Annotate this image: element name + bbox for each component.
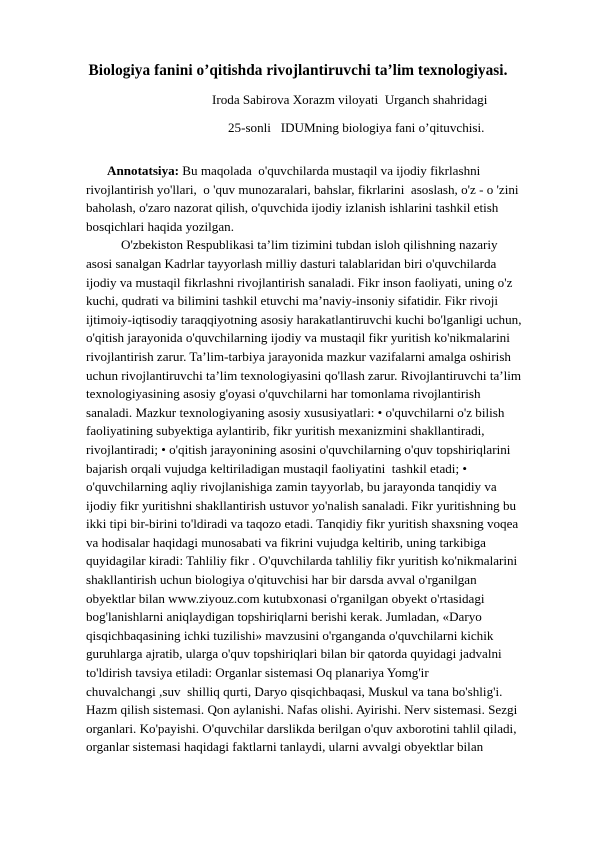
annotation-first-line [86, 162, 534, 181]
body-line: shakllantirish uchun biologiya o'qituvchisi har bir darsda avval o'rganilgan [86, 572, 477, 588]
body-line: ijodiy va mustaqil fikrlashni rivojlantirish sanaladi. Fikr inson faoliyati, uning o'z [86, 274, 513, 290]
school-line: 25-sonli IDUMning biologiya fani o’qituvchisi. [228, 120, 485, 135]
annotation-line: baholash, o'zaro nazorat qilish, o'quvchida ijodiy izlanish ishlarini tashkil etish [86, 200, 499, 216]
body-line: va hodisalar haqidagi munosabati va fikrini vujudga keltirib, uning tarkibiga [86, 534, 486, 550]
main-paragraph [86, 236, 534, 757]
body-line: obyektlar bilan www.ziyouz.com kutubxonasi o'rganilgan obyekt o'rtasidagi [86, 590, 485, 606]
body-line: sanaladi. Mazkur texnologiyaning asosiy xususiyatlari: • o'quvchilarni o'z bilish [86, 404, 505, 420]
body-line: qisqichbaqasining ichki tuzilishi» mavzusini o'rganganda o'quvchilarni kichik [86, 627, 494, 643]
article-body [86, 162, 534, 757]
body-line: uchun rivojlantiruvchi ta’lim texnologiyasini qo'llash zarur. Rivojlantiruvchi ta’lim [86, 367, 522, 383]
body-line: O'zbekiston Respublikasi ta’lim tizimini tubdan isloh qilishning nazariy [121, 237, 498, 253]
body-line: ikki tipi bir-birini to'ldiradi va taqozo etadi. Tanqidiy fikr yuritish shaxsning voqea [86, 516, 519, 532]
annotation-label: Annotatsiya: [107, 163, 180, 178]
body-line: chuvalchangi ,suv shilliq qurti, Daryo qisqichbaqasi, Muskul va tana bo'shlig'i. [86, 683, 503, 699]
body-line: kuchi, qudrati va bilimini tashkil etuvchi ma’naviy-insoniy sifatidir. Fikr rivoji [86, 293, 499, 309]
annotation-line: rivojlantirish yo'llari, o 'quv munozaralari, bahslar, fikrlarini asoslash, o'z - o 'zini [86, 181, 519, 197]
annotation-line: bosqichlari haqida yozilgan. [86, 218, 234, 234]
author-line: Iroda Sabirova Xorazm viloyati Urganch shahridagi [212, 92, 488, 107]
body-line: organlar sistemasi haqidagi faktlarni tanlaydi, ularni avvalgi obyektlar bilan [86, 739, 484, 755]
body-line: bajarish orqali vujudga keltiriladigan mustaqil faoliyatini tashkil etadi; • [86, 460, 467, 476]
body-line: texnologiyasining asosiy g'oyasi o'quvchilarni har tomonlama rivojlantirish [86, 386, 481, 402]
body-line: o'quvchilarning aqliy rivojlanishiga zamin tayyorlab, bu jarayonda tanqidiy va [86, 479, 497, 495]
body-line: organlari. Ko'payishi. O'quvchilar darslikda berilgan o'quv axborotini tahlil qiladi, [86, 720, 517, 736]
body-line: bog'lanishlarni aniqlaydigan topshiriqlarni berishi kerak. Jumladan, «Daryo [86, 609, 482, 625]
body-line: guruhlarga ajratib, ularga o'quv topshiriqlari bilan bir qatorda quyidagi jadvalni [86, 646, 502, 662]
body-line: rivojlantirish zarur. Ta’lim-tarbiya jarayonida mazkur vazifalarni amalga oshirish [86, 348, 511, 364]
body-line: rivojlantiradi; • o'qitish jarayonining asosini o'quvchilarning o'quv topshiriqlarini [86, 441, 511, 457]
body-line: quyidagilar kiradi: Tahliliy fikr . O'quvchilarda tahliliy fikr yuritish ko'nikmalarini [86, 553, 518, 569]
body-line: o'qitish jarayonida o'quvchilarning ijodiy va mustaqil fikr yuritish ko'nikmalarini [86, 330, 510, 346]
body-line: Hazm qilish sistemasi. Qon aylanishi. Nafas olishi. Ayirishi. Nerv sistemasi. Sezgi [86, 702, 518, 718]
annotation-text: Bu maqolada o'quvchilarda mustaqil va ijodiy fikrlashni [179, 163, 481, 178]
article-title: Biologiya fanini o’qitishda rivojlantiruvchi ta’lim texnologiyasi. [88, 62, 508, 79]
body-line: to'ldirish tavsiya etiladi: Organlar sistemasi Oq planariya Yomg'ir [86, 665, 429, 681]
body-line: asosi sanalgan Kadrlar tayyorlash milliy dasturi talablaridan biri o'quvchilarda [86, 255, 497, 271]
body-line: ijtimoiy-iqtisodiy taraqqiyotning asosiy harakatlantiruvchi kuchi bo'lganligi uchun, [86, 311, 522, 327]
body-line: ijodiy fikr yuritishni shakllantirish ustuvor yo'nalish sanaladi. Fikr yuritishning bu [86, 497, 517, 513]
body-line: faoliyatining subyektiga aylantirib, fikr yuritish mexanizmini shakllantiradi, [86, 423, 485, 439]
